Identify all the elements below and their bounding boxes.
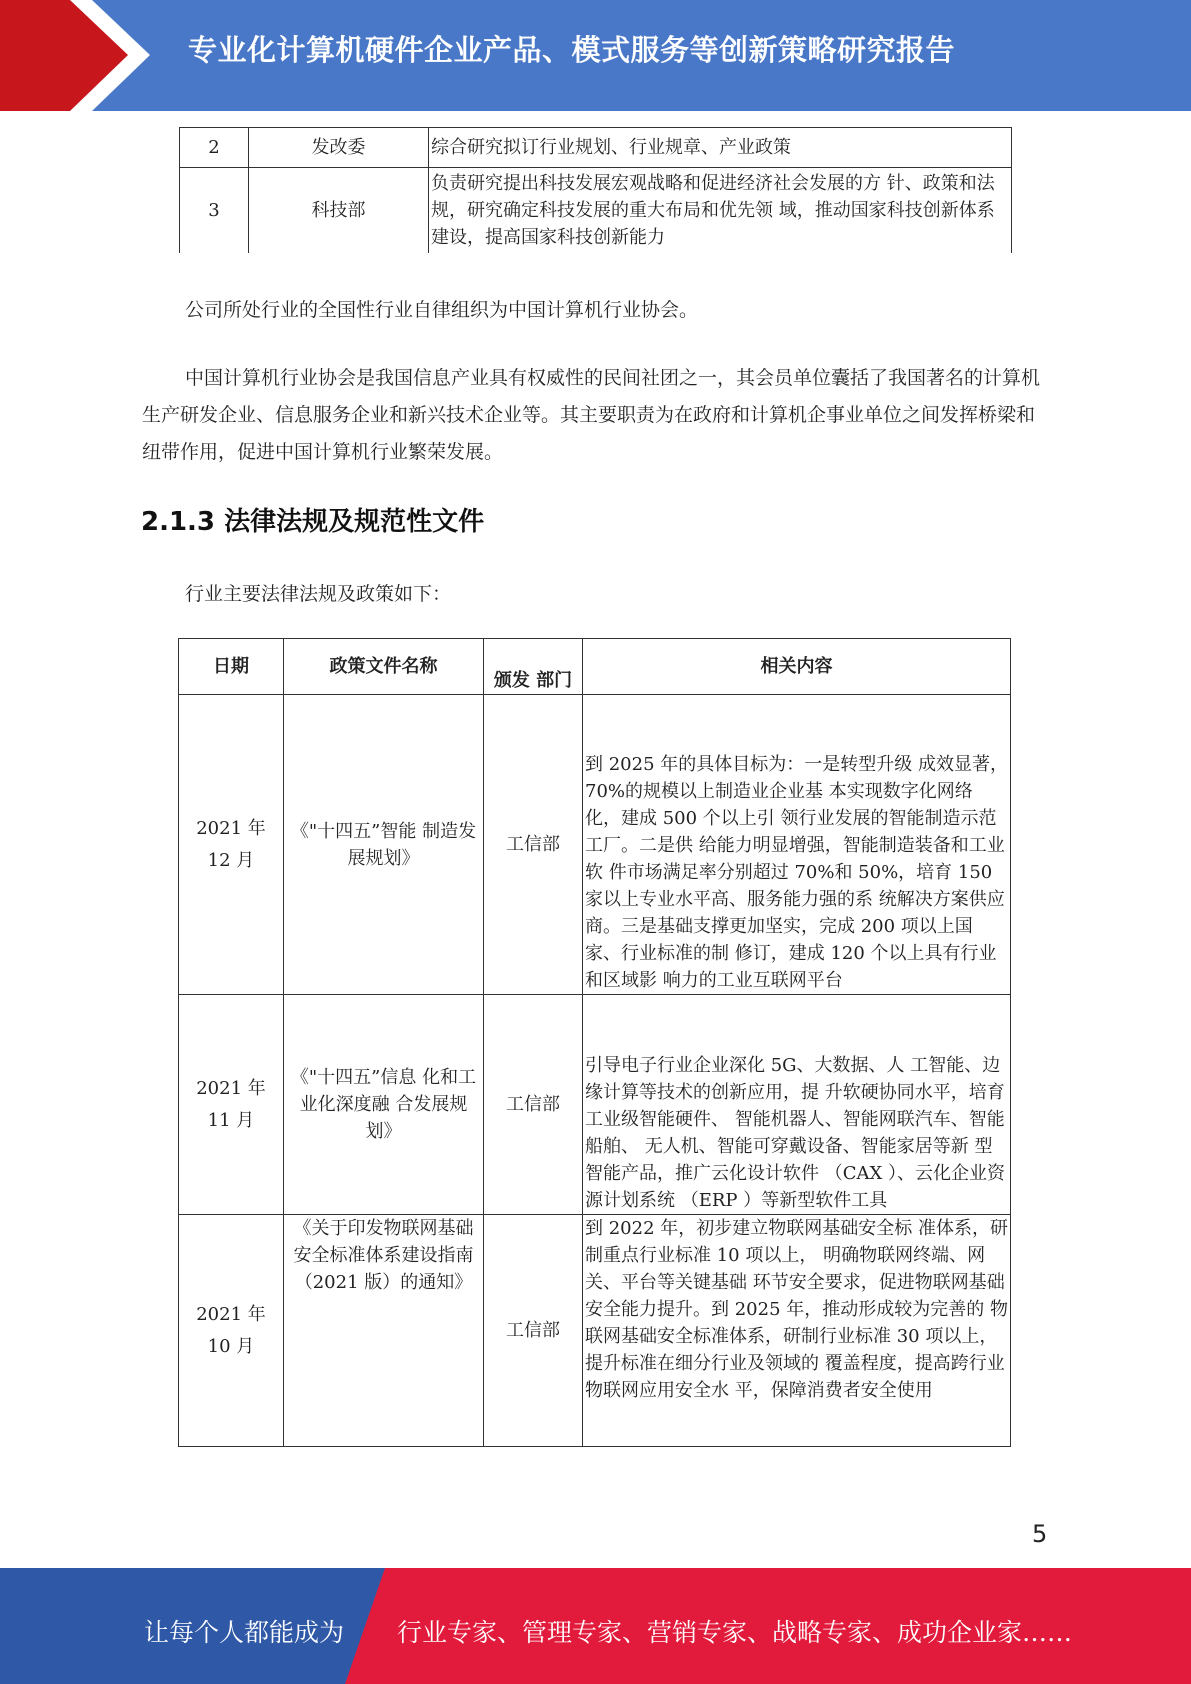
date-year: 2021 年 [196,1077,266,1099]
issuing-dept: 工信部 [484,995,583,1215]
page-header [0,0,1191,111]
table-row [180,128,1012,168]
row-number: 2 [180,128,249,168]
column-header-content: 相关内容 [583,639,1011,695]
policy-name: 《"十四五”信息 化和工业化深度融 合发展规划》 [284,995,484,1215]
column-header-name: 政策文件名称 [284,639,484,695]
row-number: 3 [180,168,249,253]
table-row [179,695,1011,995]
policy-table [178,638,1011,1447]
page-number: 5 [1032,1520,1048,1548]
date-month: 12 月 [207,849,255,871]
policy-content: 引导电子行业企业深化 5G、大数据、人 工智能、边缘计算等技术的创新应用，提 升软硬协同水平，培育工业级智能硬件、 智能机器人、智能网联汽车、智能船舶、 无人机、智能可穿戴设备、智能家居等新 型智能产品，推广云化设计软件 （CAX ）、云化企业资源计划系统 （ERP ）等新型软件工具 [583,995,1011,1215]
paragraph-association-intro: 公司所处行业的全国性行业自律组织为中国计算机行业协会。 [185,299,699,321]
column-header-date: 日期 [179,639,284,695]
agency-duty-table [179,127,1012,253]
agency-duty: 综合研究拟订行业规划、行业规章、产业政策 [429,128,1012,168]
table-row [179,1215,1011,1447]
date-cell [179,695,284,995]
agency-duty: 负责研究提出科技发展宏观战略和促进经济社会发展的方 针、政策和法规，研究确定科技发展的重大布局和优先领 域，推动国家科技创新体系建设，提高国家科技创新能力 [429,168,1012,253]
paragraph-association-description: 中国计算机行业协会是我国信息产业具有权威性的民间社团之一，其会员单位囊括了我国著名的计算机生产研发企业、信息服务企业和新兴技术企业等。其主要职责为在政府和计算机企事业单位之间发挥桥梁和纽带作用，促进中国计算机行业繁荣发展。 [142,367,1041,463]
date-cell [179,1215,284,1447]
agency-name: 发改委 [249,128,429,168]
date-year: 2021 年 [196,817,266,839]
agency-name: 科技部 [249,168,429,253]
issuing-dept: 工信部 [484,695,583,995]
date-year: 2021 年 [196,1303,266,1325]
paragraph-policy-intro: 行业主要法律法规及政策如下： [185,583,452,605]
table-row [179,995,1011,1215]
section-heading: 2.1.3 法律法规及规范性文件 [141,507,485,537]
footer-slogan-right: 行业专家、管理专家、营销专家、战略专家、成功企业家…… [397,1618,1073,1647]
date-cell [179,995,284,1215]
report-title: 专业化计算机硬件企业产品、模式服务等创新策略研究报告 [188,33,956,67]
table-row [180,168,1012,253]
date-month: 10 月 [207,1335,255,1357]
issuing-dept: 工信部 [484,1215,583,1447]
column-header-dept: 颁发 部门 [484,639,583,695]
policy-name: 《"十四五”智能 制造发展规划》 [284,695,484,995]
table-header-row [179,639,1011,695]
policy-content: 到 2022 年，初步建立物联网基础安全标 准体系，研制重点行业标准 10 项以上， 明确物联网终端、网关、平台等关键基础 环节安全要求，促进物联网基础安全能力提升。到 2025 年，推动形成较为完善的 物联网基础安全标准体系，研制行业标准 30 项以上，提升标准在细分行业及领域的 覆盖程度，提高跨行业物联网应用安全水 平，保障消费者安全使用 [583,1215,1011,1447]
footer-slogan-left: 让每个人都能成为 [144,1618,345,1647]
date-month: 11 月 [207,1109,255,1131]
policy-name: 《关于印发物联网基础安全标准体系建设指南（2021 版）的通知》 [284,1215,484,1447]
policy-content: 到 2025 年的具体目标为：一是转型升级 成效显著，70%的规模以上制造业企业基 本实现数字化网络化，建成 500 个以上引 领行业发展的智能制造示范工厂。二是供 给能力明显增强，智能制造装备和工业软 件市场满足率分别超过 70%和 50%，培育 150 家以上专业水平高、服务能力强的系 统解决方案供应商。三是基础支撑更加坚实，完成 200 项以上国家、行业标准的制 修订，建成 120 个以上具有行业和区域影 响力的工业互联网平台 [583,695,1011,995]
